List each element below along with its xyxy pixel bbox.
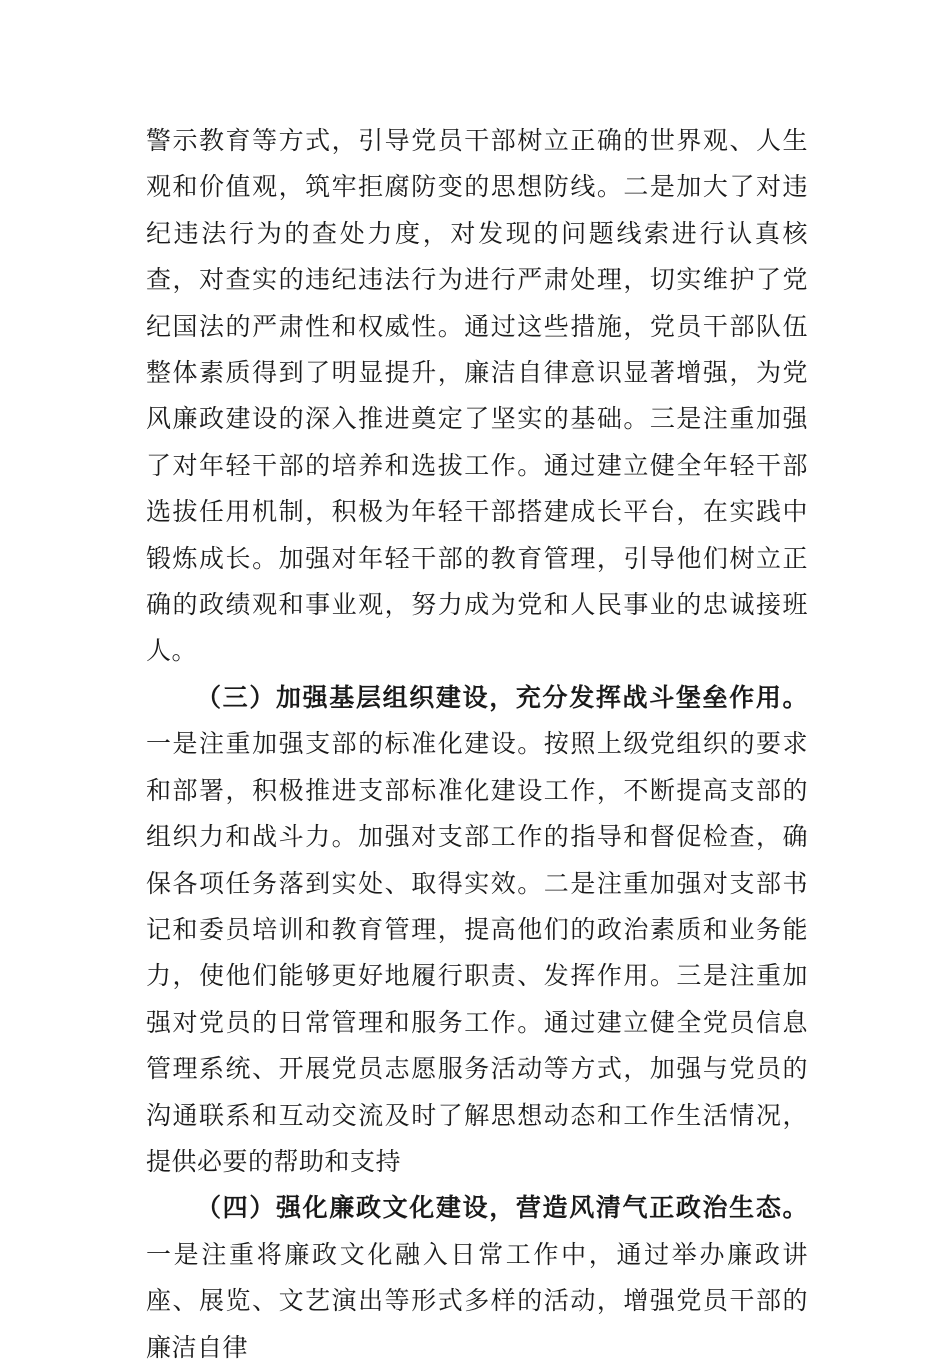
paragraph-text: 一是注重将廉政文化融入日常工作中，通过举办廉政讲座、展览、文艺演出等形式多样的活动，增强党员干部的廉洁自律	[146, 1239, 808, 1362]
section-heading-4: （四）强化廉政文化建设，营造风清气正政治生态。	[196, 1193, 808, 1223]
paragraph-text: 一是注重加强支部的标准化建设。按照上级党组织的要求和部署，积极推进支部标准化建设工作，不断提高支部的组织力和战斗力。加强对支部工作的指导和督促检查，确保各项任务落到实处、取得实效。二是注重加强对支部书记和委员培训和教育管理，提高他们的政治素质和业务能力，使他们能够更好地履行职责、发挥作用。三是注重加强对党员的日常管理和服务工作。通过建立健全党员信息管理系统、开展党员志愿服务活动等方式，加强与党员的沟通联系和互动交流及时了解思想动态和工作生活情况，提供必要的帮助和支持	[146, 729, 808, 1176]
paragraph-section-4	[146, 1185, 808, 1371]
section-heading-3: （三）加强基层组织建设，充分发挥战斗堡垒作用。	[196, 682, 808, 712]
paragraph-section-3	[146, 675, 808, 1185]
paragraph-continuation	[146, 118, 808, 675]
document-body	[146, 118, 808, 1371]
paragraph-text: 警示教育等方式，引导党员干部树立正确的世界观、人生观和价值观，筑牢拒腐防变的思想防线。二是加大了对违纪违法行为的查处力度，对发现的问题线索进行认真核查，对查实的违纪违法行为进行严肃处理，切实维护了党纪国法的严肃性和权威性。通过这些措施，党员干部队伍整体素质得到了明显提升，廉洁自律意识显著增强，为党风廉政建设的深入推进奠定了坚实的基础。三是注重加强了对年轻干部的培养和选拔工作。通过建立健全年轻干部选拔任用机制，积极为年轻干部搭建成长平台，在实践中锻炼成长。加强对年轻干部的教育管理，引导他们树立正确的政绩观和事业观，努力成为党和人民事业的忠诚接班人。	[146, 126, 808, 666]
